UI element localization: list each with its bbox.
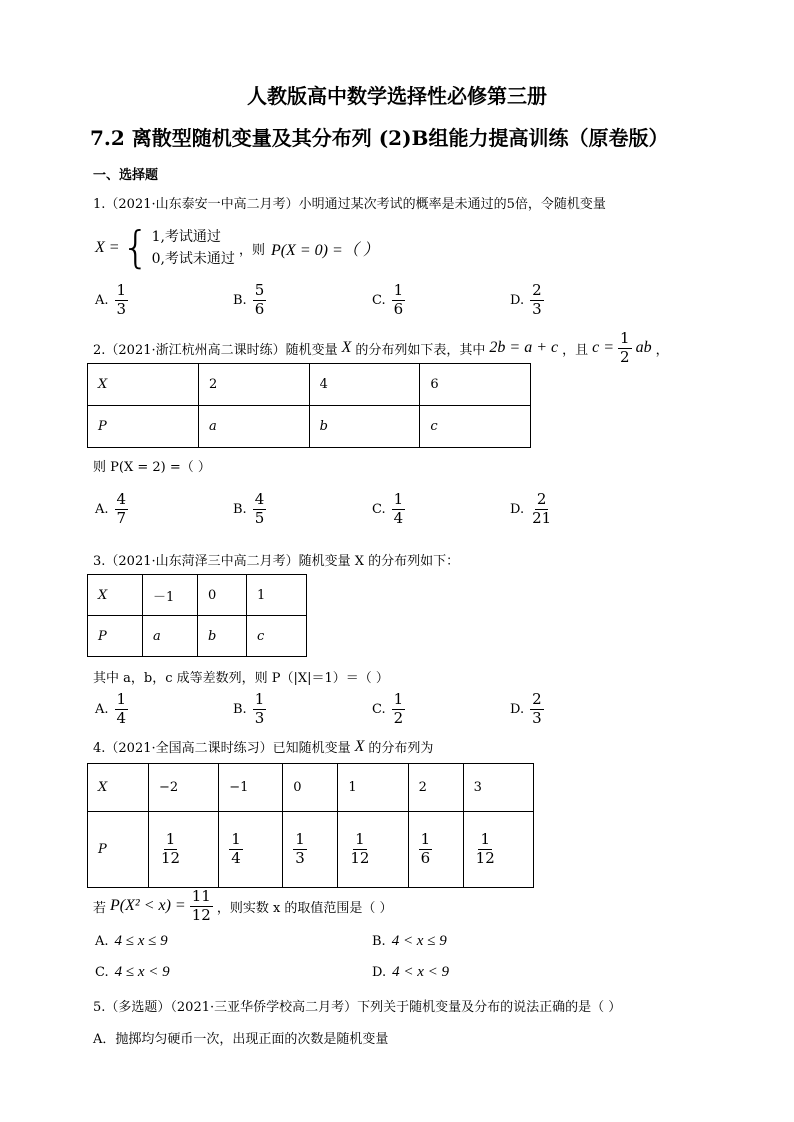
q3-option-c-letter: C. (372, 701, 386, 717)
q1-option-a (95, 283, 128, 318)
q4-p-den: 4 (231, 849, 241, 867)
q3-table-cell: 0 (198, 575, 247, 616)
q2-cond-2-num: 1 (620, 329, 630, 347)
q4-table-cell (338, 812, 408, 888)
q4-table-cell: P (88, 812, 149, 888)
q1-option-c (372, 283, 405, 318)
q2-cond-2-fraction (618, 331, 632, 366)
q4-option-b (372, 933, 447, 950)
q3-option-c (372, 692, 405, 727)
q2-option-d (510, 492, 553, 527)
q1-option-b-den: 6 (254, 299, 265, 318)
q4-p-num: 1 (165, 830, 176, 849)
q1-option-a-num: 1 (116, 281, 127, 299)
q4-ask-fraction (190, 889, 213, 924)
q3-option-c-num: 1 (393, 690, 404, 708)
q2-table-cell: b (309, 406, 420, 448)
q3-table-cell: c (247, 616, 307, 657)
q2-cond-mid: ，且 (562, 342, 589, 358)
q4-p-den: 12 (161, 849, 181, 867)
q3-table-cell: X (88, 575, 143, 616)
q4-p-den: 6 (420, 849, 431, 867)
q1-option-c-fraction (392, 283, 406, 318)
q4-p-den: 3 (295, 849, 305, 867)
q4-p-den: 12 (475, 849, 495, 867)
q4-table-cell: −2 (149, 764, 219, 812)
q2-option-d-num: 2 (536, 490, 547, 508)
q1-option-c-letter: C. (372, 292, 386, 308)
q2-option-c (372, 492, 405, 527)
q2-ask: 则 P(X = 2) =（ ） (93, 460, 211, 475)
q1-option-c-den: 6 (393, 299, 404, 318)
q4-option-c-text: 4 ≤ x < 9 (114, 964, 170, 980)
q2-option-b-den: 5 (254, 508, 265, 527)
q1-option-a-den: 3 (116, 299, 127, 318)
q4-table-cell (149, 812, 219, 888)
q2-option-a-letter: A. (95, 501, 109, 517)
q2-option-c-num: 1 (393, 490, 404, 508)
q4-stem-line (93, 737, 433, 756)
q2-cond-1: 2b = a + c (489, 339, 559, 357)
q1-option-a-fraction (115, 283, 129, 318)
q2-option-a (95, 492, 128, 527)
q3-table-cell: 1 (247, 575, 307, 616)
q4-ask-line (93, 889, 393, 924)
q4-p-fraction (293, 832, 307, 867)
q4-table-cell: 3 (463, 764, 533, 812)
q4-p-fraction (419, 832, 433, 867)
q3-option-d-den: 3 (532, 708, 542, 727)
q3-table-cell: P (88, 616, 143, 657)
q1-option-b-fraction (253, 283, 267, 318)
q2-table-cell: 2 (199, 364, 310, 406)
document-title: 人教版高中数学选择性必修第三册 (247, 84, 547, 108)
q3-option-b-num: 1 (254, 690, 265, 708)
q2-cond-2-den: 2 (620, 347, 630, 366)
q4-p-fraction (159, 832, 182, 867)
q3-option-d (510, 692, 544, 727)
q2-cond-end: ， (655, 342, 669, 358)
q2-table-cell: 6 (420, 364, 531, 406)
q2-option-b (233, 492, 266, 527)
q3-option-d-fraction (530, 692, 544, 727)
q4-option-a-text: 4 ≤ x ≤ 9 (114, 933, 168, 949)
q2-table-row-p (88, 406, 531, 448)
q1-option-d (510, 283, 544, 318)
q1-option-b-num: 5 (254, 281, 265, 299)
q2-table-cell: X (88, 364, 199, 406)
q1-cases (152, 226, 235, 270)
q4-p-num: 1 (295, 830, 305, 849)
q4-p-fraction (348, 832, 371, 867)
q4-stem-end: 的分布列为 (368, 741, 434, 756)
q2-stem-line (93, 331, 669, 366)
q3-option-a (95, 692, 128, 727)
q3-ask: 其中 a，b，c 成等差数列，则 P（|X|＝1）＝（ ） (93, 671, 389, 686)
q4-option-b-text: 4 < x ≤ 9 (391, 933, 447, 949)
q4-p-num: 1 (480, 830, 490, 849)
q2-table-cell: c (420, 406, 531, 448)
q3-option-a-fraction (115, 692, 129, 727)
q4-ask-num: 11 (191, 887, 211, 905)
q4-table-cell (219, 812, 283, 888)
q2-distribution-table (87, 363, 531, 448)
q4-table-row-x (88, 764, 534, 812)
q1-ask-expr: P(X = 0) =（ ） (270, 241, 379, 259)
q4-p-den: 12 (350, 849, 370, 867)
q4-table-cell (408, 812, 463, 888)
q4-p-fraction (229, 832, 243, 867)
q4-ask-den: 12 (191, 905, 211, 924)
q2-option-a-num: 4 (116, 490, 127, 508)
q1-piecewise (95, 222, 379, 273)
q2-option-d-den: 21 (532, 508, 552, 527)
q3-table-cell: b (198, 616, 247, 657)
q2-table-cell: a (199, 406, 310, 448)
q4-option-c (95, 964, 170, 981)
q1-option-d-num: 2 (532, 281, 542, 299)
q1-option-c-num: 1 (393, 281, 404, 299)
q1-stem: 1.（2021·山东泰安一中高二月考）小明通过某次考试的概率是未通过的5倍，令随机变量 (93, 197, 606, 212)
q1-option-d-fraction (530, 283, 544, 318)
q5-option-a: A．抛掷均匀硬币一次，出现正面的次数是随机变量 (93, 1032, 389, 1047)
q1-option-b-letter: B. (233, 292, 247, 308)
q4-option-d-text: 4 < x < 9 (392, 964, 449, 980)
q3-table-row-x (88, 575, 307, 616)
q1-case-1: 1,考试通过 (151, 229, 221, 245)
q3-option-b-den: 3 (254, 708, 265, 727)
section-heading: 一、选择题 (93, 168, 159, 183)
q4-ask-end: ，则实数 x 的取值范围是（ ） (216, 900, 393, 916)
q3-option-b-letter: B. (233, 701, 247, 717)
q3-option-a-num: 1 (116, 690, 127, 708)
q4-table-cell: 2 (408, 764, 463, 812)
q4-stem-var: X (354, 737, 365, 755)
q4-p-num: 1 (355, 830, 365, 849)
q1-option-b (233, 283, 266, 318)
q4-table-cell: X (88, 764, 149, 812)
q2-stem-var: X (341, 339, 352, 357)
q2-table-row-x (88, 364, 531, 406)
q2-option-a-fraction (115, 492, 129, 527)
q4-option-a-letter: A. (95, 934, 109, 949)
q3-option-d-letter: D. (510, 701, 525, 717)
q4-option-b-letter: B. (372, 934, 386, 949)
q2-option-b-letter: B. (233, 501, 247, 517)
q3-option-b (233, 692, 266, 727)
q2-option-d-letter: D. (510, 501, 525, 517)
q2-cond-2-right: ab (635, 339, 652, 357)
q4-table-cell: −1 (219, 764, 283, 812)
q2-table-cell: P (88, 406, 199, 448)
q3-table-row-p (88, 616, 307, 657)
q2-option-c-fraction (392, 492, 406, 527)
document-subtitle: 7.2 离散型随机变量及其分布列 (2)B组能力提高训练（原卷版） (90, 126, 669, 150)
q4-option-d-letter: D. (372, 965, 387, 980)
q2-option-a-den: 7 (116, 508, 127, 527)
q1-option-d-letter: D. (510, 292, 525, 308)
q4-option-d (372, 964, 449, 981)
q2-option-b-num: 4 (254, 490, 265, 508)
q4-table-cell (283, 812, 338, 888)
q4-table-cell (463, 812, 533, 888)
q3-option-a-letter: A. (95, 701, 109, 717)
q2-option-c-letter: C. (372, 501, 386, 517)
q4-ask-prefix: 若 (93, 900, 107, 916)
q3-table-cell: －1 (143, 575, 198, 616)
q2-option-d-fraction (530, 492, 553, 527)
q4-distribution-table (87, 763, 534, 888)
q4-ask-expr: P(X² < x) = (110, 897, 186, 915)
q3-table-cell: a (143, 616, 198, 657)
q2-stem-mid: 的分布列如下表，其中 (355, 342, 486, 358)
q4-table-row-p (88, 812, 534, 888)
q3-option-c-den: 2 (393, 708, 404, 727)
q2-stem: 2.（2021·浙江杭州高二课时练）随机变量 (93, 342, 338, 358)
q2-option-b-fraction (253, 492, 267, 527)
q1-option-a-letter: A. (95, 292, 109, 308)
q1-case-2: 0,考试未通过 (151, 251, 235, 267)
q4-option-a (95, 933, 168, 950)
q3-distribution-table (87, 574, 307, 657)
q4-p-num: 1 (231, 830, 241, 849)
q4-p-num: 1 (420, 830, 431, 849)
q1-x-label: X = (95, 239, 120, 256)
q3-option-d-num: 2 (532, 690, 542, 708)
q4-stem: 4.（2021·全国高二课时练习）已知随机变量 (93, 741, 351, 756)
q2-table-cell: 4 (309, 364, 420, 406)
q4-option-c-letter: C. (95, 965, 109, 980)
q3-option-b-fraction (253, 692, 267, 727)
q4-p-fraction (474, 832, 497, 867)
q2-cond-2-left: c = (592, 339, 615, 357)
q1-option-d-den: 3 (532, 299, 542, 318)
q3-option-a-den: 4 (116, 708, 127, 727)
q3-option-c-fraction (392, 692, 406, 727)
q4-table-cell: 0 (283, 764, 338, 812)
q4-table-cell: 1 (338, 764, 408, 812)
q2-option-c-den: 4 (393, 508, 404, 527)
q5-stem: 5.（多选题）（2021·三亚华侨学校高二月考）下列关于随机变量及分布的说法正确的是（ ） (93, 1000, 622, 1015)
q3-stem: 3.（2021·山东菏泽三中高二月考）随机变量 X 的分布列如下： (93, 554, 460, 569)
q1-ask-prefix: ，则 (238, 242, 265, 258)
q1-brace: { (121, 222, 150, 273)
